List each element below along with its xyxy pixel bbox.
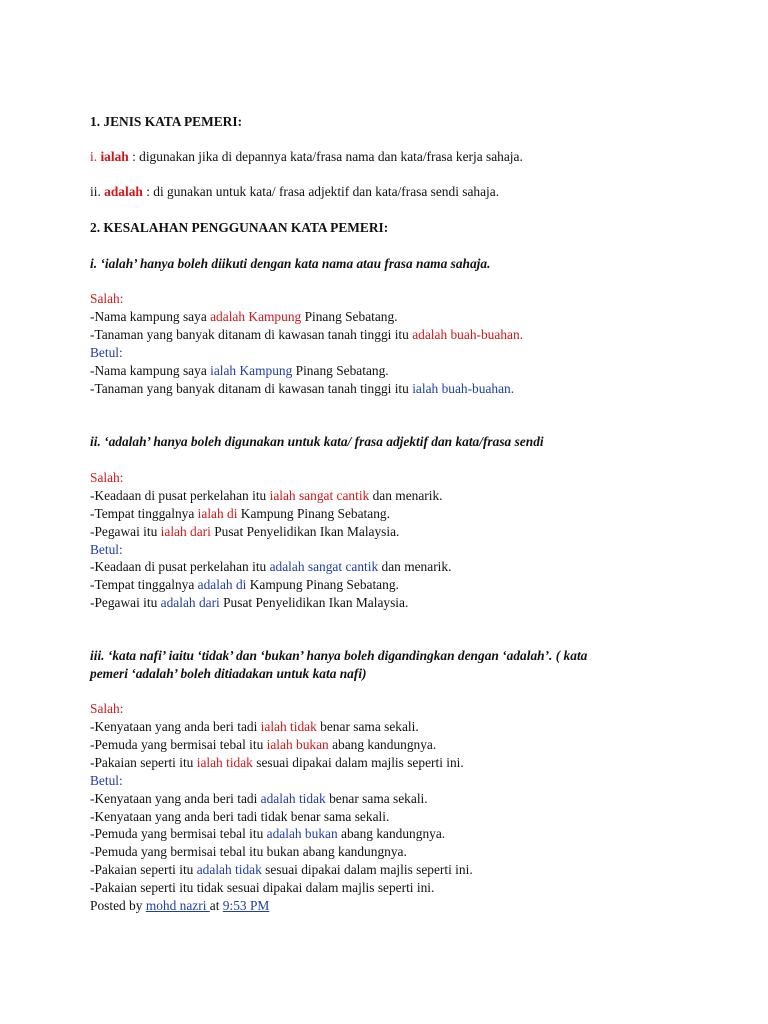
highlight-wrong: ialah tidak: [260, 719, 317, 734]
highlight-correct: adalah di: [197, 577, 247, 592]
definition-ialah: [90, 148, 523, 165]
example-wrong: [90, 326, 523, 343]
example-text: -Tanaman yang banyak ditanam di kawasan tanah tinggi itu: [90, 327, 413, 342]
salah-label: Salah:: [90, 291, 124, 306]
example-correct: -Pakaian seperti itu tidak sesuai dipakai dalam majlis seperti ini.: [90, 880, 435, 895]
example-correct: -Pemuda yang bermisai tebal itu bukan abang kandungnya.: [90, 844, 407, 859]
example-text: -Nama kampung saya: [90, 309, 211, 324]
rule-1-title: i. ‘ialah’ hanya boleh diikuti dengan kata nama atau frasa nama sahaja.: [90, 256, 491, 271]
example-correct: [90, 380, 514, 397]
example-text: benar sama sekali.: [316, 719, 419, 734]
example-text: -Tanaman yang banyak ditanam di kawasan tanah tinggi itu: [90, 381, 413, 396]
example-text: -Pemuda yang bermisai tebal itu: [90, 826, 267, 841]
section-1-heading: 1. JENIS KATA PEMERI:: [90, 114, 243, 129]
example-text: -Pemuda yang bermisai tebal itu: [90, 737, 267, 752]
example-wrong: [90, 487, 443, 504]
highlight-correct: adalah dari: [160, 595, 220, 610]
example-text: Pinang Sebatang.: [301, 309, 398, 324]
highlight-wrong: ialah tidak: [196, 755, 253, 770]
example-correct: [90, 790, 428, 807]
highlight-correct: adalah sangat cantik: [269, 559, 379, 574]
example-text: Pusat Penyelidikan Ikan Malaysia.: [219, 595, 409, 610]
highlight-correct: adalah bukan: [266, 826, 338, 841]
definition-number: i.: [90, 149, 98, 164]
section-2-heading: 2. KESALAHAN PENGGUNAAN KATA PEMERI:: [90, 220, 389, 235]
definition-number: ii.: [90, 184, 101, 199]
example-text: sesuai dipakai dalam majlis seperti ini.: [252, 755, 464, 770]
example-text: Pusat Penyelidikan Ikan Malaysia.: [210, 524, 400, 539]
example-text: -Kenyataan yang anda beri tadi: [90, 791, 261, 806]
example-wrong: [90, 718, 419, 735]
salah-label: Salah:: [90, 470, 124, 485]
keyword-adalah: adalah: [104, 184, 143, 199]
definition-text: : di gunakan untuk kata/ frasa adjektif dan kata/frasa sendi sahaja.: [142, 184, 500, 199]
example-text: -Pegawai itu: [90, 524, 161, 539]
posted-by-label: Posted by: [90, 898, 146, 913]
at-label: at: [209, 898, 223, 913]
example-text: -Nama kampung saya: [90, 363, 211, 378]
highlight-correct: ialah Kampung: [210, 363, 293, 378]
example-correct: -Kenyataan yang anda beri tadi tidak benar sama sekali.: [90, 809, 390, 824]
betul-label: Betul:: [90, 345, 123, 360]
rule-2-title: ii. ‘adalah’ hanya boleh digunakan untuk kata/ frasa adjektif dan kata/frasa sendi: [90, 434, 544, 449]
betul-label: Betul:: [90, 542, 123, 557]
example-text: abang kandungnya.: [328, 737, 437, 752]
example-wrong: [90, 505, 390, 522]
betul-label: Betul:: [90, 773, 123, 788]
example-text: -Kenyataan yang anda beri tadi: [90, 719, 261, 734]
example-text: -Keadaan di pusat perkelahan itu: [90, 488, 270, 503]
example-wrong: [90, 523, 399, 540]
example-correct: [90, 362, 389, 379]
example-correct: [90, 861, 473, 878]
example-text: dan menarik.: [369, 488, 443, 503]
example-text: Kampung Pinang Sebatang.: [237, 506, 390, 521]
timestamp-link[interactable]: 9:53 PM: [222, 898, 270, 913]
keyword-ialah: ialah: [100, 149, 129, 164]
example-text: -Keadaan di pusat perkelahan itu: [90, 559, 270, 574]
example-text: abang kandungnya.: [337, 826, 446, 841]
example-correct: [90, 558, 451, 575]
highlight-correct: adalah tidak: [196, 862, 262, 877]
highlight-wrong: ialah dari: [160, 524, 211, 539]
rule-3-title: iii. ‘kata nafi’ iaitu ‘tidak’ dan ‘bukan’ hanya boleh digandingkan dengan ‘adalah’. ( kata: [90, 648, 588, 663]
example-text: -Pakaian seperti itu: [90, 862, 197, 877]
highlight-correct: ialah buah-buahan.: [412, 381, 515, 396]
highlight-correct: adalah tidak: [260, 791, 326, 806]
highlight-wrong: adalah buah-buahan.: [412, 327, 523, 342]
example-text: Kampung Pinang Sebatang.: [246, 577, 399, 592]
example-text: -Pegawai itu: [90, 595, 161, 610]
salah-label: Salah:: [90, 701, 124, 716]
highlight-wrong: ialah di: [197, 506, 238, 521]
example-text: dan menarik.: [378, 559, 452, 574]
example-text: benar sama sekali.: [325, 791, 428, 806]
example-wrong: [90, 754, 464, 771]
example-text: sesuai dipakai dalam majlis seperti ini.: [261, 862, 473, 877]
definition-adalah: [90, 183, 499, 200]
example-text: Pinang Sebatang.: [292, 363, 389, 378]
example-correct: [90, 825, 445, 842]
highlight-wrong: ialah bukan: [266, 737, 329, 752]
post-footer: [90, 897, 269, 914]
example-text: -Tempat tinggalnya: [90, 506, 198, 521]
rule-3-title-cont: pemeri ‘adalah’ boleh ditiadakan untuk kata nafi): [90, 666, 367, 681]
highlight-wrong: adalah Kampung: [210, 309, 302, 324]
example-correct: [90, 594, 408, 611]
highlight-wrong: ialah sangat cantik: [269, 488, 370, 503]
example-wrong: [90, 308, 398, 325]
definition-text: : digunakan jika di depannya kata/frasa nama dan kata/frasa kerja sahaja.: [128, 149, 523, 164]
example-wrong: [90, 736, 436, 753]
example-text: -Tempat tinggalnya: [90, 577, 198, 592]
example-correct: [90, 576, 399, 593]
example-text: -Pakaian seperti itu: [90, 755, 197, 770]
author-link[interactable]: mohd nazri: [145, 898, 210, 913]
